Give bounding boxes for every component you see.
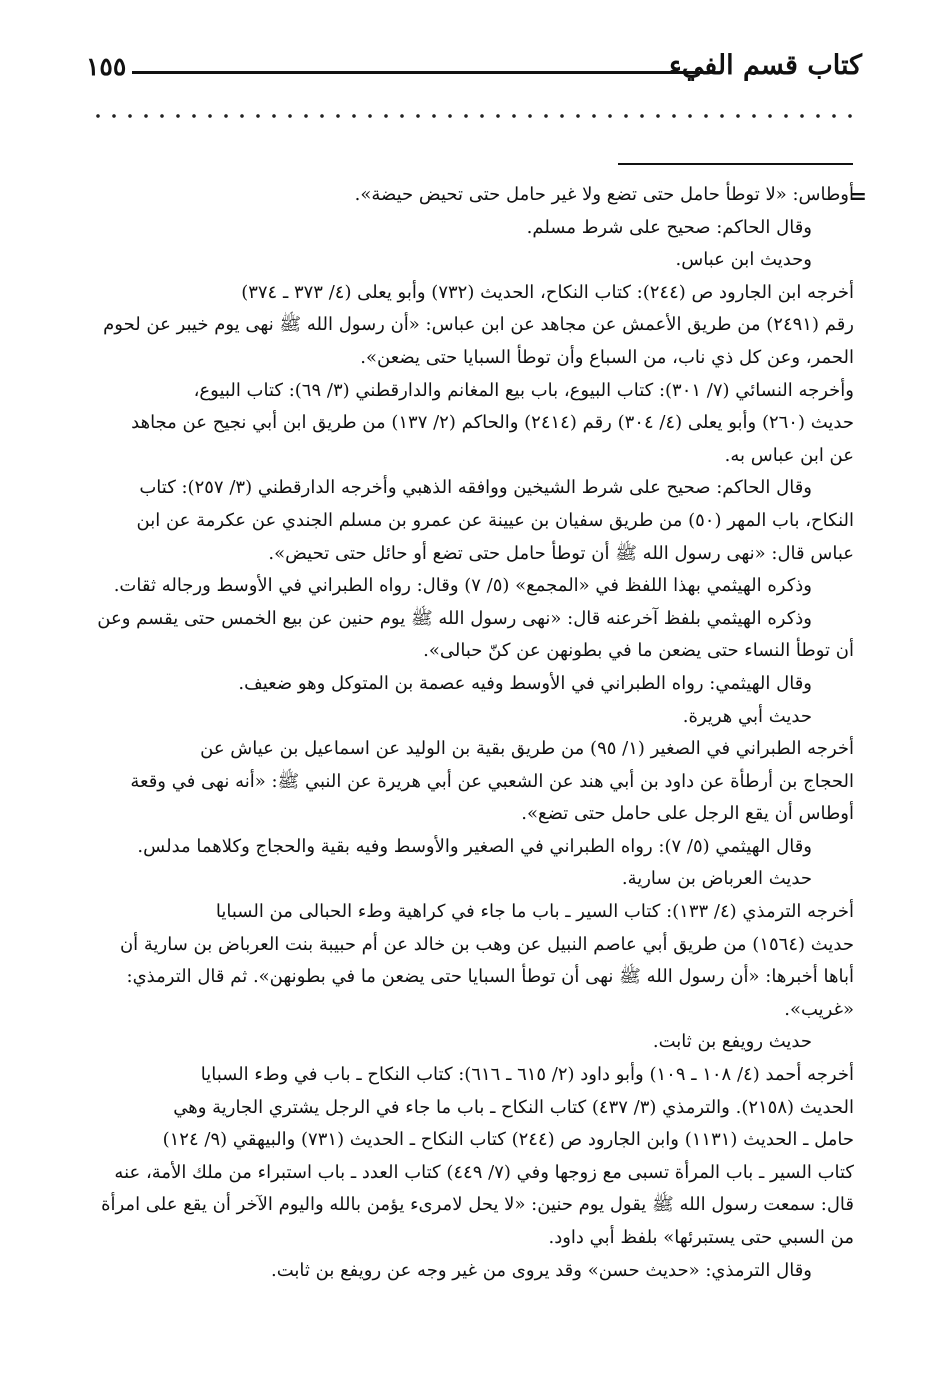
text-line: وقال الحاكم: صحيح على شرط الشيخين ووافقه الذهبي وأخرجه الدارقطني (٣/ ٢٥٧): كتاب — [139, 477, 812, 499]
text-line: رقم (٢٤٩١) من طريق الأعمش عن مجاهد عن ابن عباس: «أن رسول الله ﷺ نهى يوم خيبر عن لحوم — [103, 314, 854, 336]
text-line: أخرجه أحمد (٤/ ١٠٨ ـ ١٠٩) وأبو داود (٢/ ٦١٥ ـ ٦١٦): كتاب النكاح ـ باب في وطء السبايا — [200, 1064, 854, 1086]
text-line: وقال الترمذي: «حديث حسن» وقد يروى من غير وجه عن رويفع بن ثابت. — [271, 1259, 812, 1281]
text-line: حديث رويفع بن ثابت. — [652, 1031, 812, 1053]
page-number: ١٥٥ — [86, 52, 127, 81]
header-rule — [132, 71, 710, 74]
text-line: حديث أبي هريرة. — [682, 705, 812, 727]
text-line: عباس قال: «نهى رسول الله ﷺ أن توطأ حامل حتى تضع أو حائل حتى تحيض». — [268, 542, 854, 564]
footnote-rule — [618, 163, 853, 165]
text-line: حديث العرباض بن سارية. — [621, 868, 812, 890]
text-line: كتاب السير ـ باب المرأة تسبى مع زوجها وفي (٧/ ٤٤٩) كتاب العدد ـ باب استبراء من ملك الأمة، عنه — [114, 1161, 854, 1183]
text-line: أوطاس: «لا توطأ حامل حتى تضع ولا غير حامل حتى تحيض حيضة». — [354, 184, 854, 205]
text-line: حديث (١٥٦٤) من طريق أبي عاصم النبيل عن وهب بن خالد عن أم حبيبة بنت العرباض بن سارية أن — [119, 933, 854, 955]
text-line: وذكره الهيثمي بهذا اللفظ في «المجمع» (٥/ ٧) وقال: رواه الطبراني في الأوسط ورجاله ثقات. — [113, 575, 812, 597]
text-line: أوطاس أن يقع الرجل على حامل حتى تضع». — [521, 803, 854, 825]
chapter-title: كتاب قسم الفيء — [669, 50, 862, 81]
text-line: وحديث ابن عباس. — [675, 249, 812, 271]
text-line: أباها أخبرها: «أن رسول الله ﷺ نهى أن توطأ السبايا حتى يضعن ما في بطونهن». ثم قال الترمذي: — [126, 966, 854, 988]
text-line: أخرجه ابن الجارود ص (٢٤٤): كتاب النكاح، الحديث (٧٣٢) وأبو يعلى (٤/ ٣٧٣ ـ ٣٧٤) — [241, 281, 854, 303]
text-line: عن ابن عباس به. — [724, 444, 854, 466]
dotted-separator — [90, 112, 854, 120]
text-line: من السبي حتى يستبرئها» بلفظ أبي داود. — [548, 1227, 854, 1248]
running-header — [86, 50, 862, 90]
text-line: وأخرجه النسائي (٧/ ٣٠١): كتاب البيوع، باب بيع المغانم والدارقطني (٣/ ٦٩): كتاب البيوع، — [193, 379, 854, 401]
text-line: قال: سمعت رسول الله ﷺ يقول يوم حنين: «لا يحل لامرىء يؤمن بالله واليوم الآخر أن يقع على امرأة — [101, 1194, 854, 1216]
text-line: وقال الهيثمي: رواه الطبراني في الأوسط وفيه عصمة بن المتوكل وهو ضعيف. — [238, 672, 812, 694]
text-line: «غريب». — [784, 998, 854, 1020]
text-line: أخرجه الترمذي (٤/ ١٣٣): كتاب السير ـ باب ما جاء في كراهية وطء الحبالى من السبايا — [215, 901, 854, 923]
text-line: حامل ـ الحديث (١١٣١) وابن الجارود ص (٢٤٤) كتاب النكاح ـ الحديث (٧٣١) والبيهقي (٩/ ١٢٤) — [162, 1129, 854, 1151]
text-line: الحديث (٢١٥٨). والترمذي (٣/ ٤٣٧) كتاب النكاح ـ باب ما جاء في الرجل يشتري الجارية وهي — [173, 1096, 854, 1118]
continuation-mark: = — [849, 183, 867, 208]
text-line: الحمر، وعن كل ذي ناب، من السباع وأن توطأ السبايا حتى يضعن». — [360, 346, 854, 368]
footnote-text — [94, 179, 854, 1287]
text-line: النكاح، باب المهر (٥٠) من طريق سفيان بن عيينة عن عمرو بن مسلم الجندي عن عكرمة عن ابن — [136, 509, 854, 531]
text-line: الحجاج بن أرطأة عن داود بن أبي هند عن الشعبي عن أبي هريرة عن النبي ﷺ: «أنه نهى في وقعة — [130, 770, 854, 792]
text-line: وقال الهيثمي (٥/ ٧): رواه الطبراني في الصغير والأوسط وفيه بقية والحجاج وكلاهما مدلس. — [137, 835, 812, 857]
text-line: وقال الحاكم: صحيح على شرط مسلم. — [526, 216, 812, 238]
text-line: أخرجه الطبراني في الصغير (١/ ٩٥) من طريق بقية بن الوليد عن اسماعيل بن عياش عن — [200, 738, 854, 760]
text-line: وذكره الهيثمي بلفظ آخرعنه قال: «نهى رسول الله ﷺ يوم حنين عن بيع الخمس حتى يقسم وعن — [97, 607, 812, 629]
text-line: أن توطأ النساء حتى يضعن ما في بطونهن عن كنّ حبالى». — [423, 640, 854, 662]
text-line: حديث (٢٦٠) وأبو يعلى (٤/ ٣٠٤) رقم (٢٤١٤) والحاكم (٢/ ١٣٧) من طريق ابن أبي نجيح عن مجاهد — [131, 412, 854, 434]
